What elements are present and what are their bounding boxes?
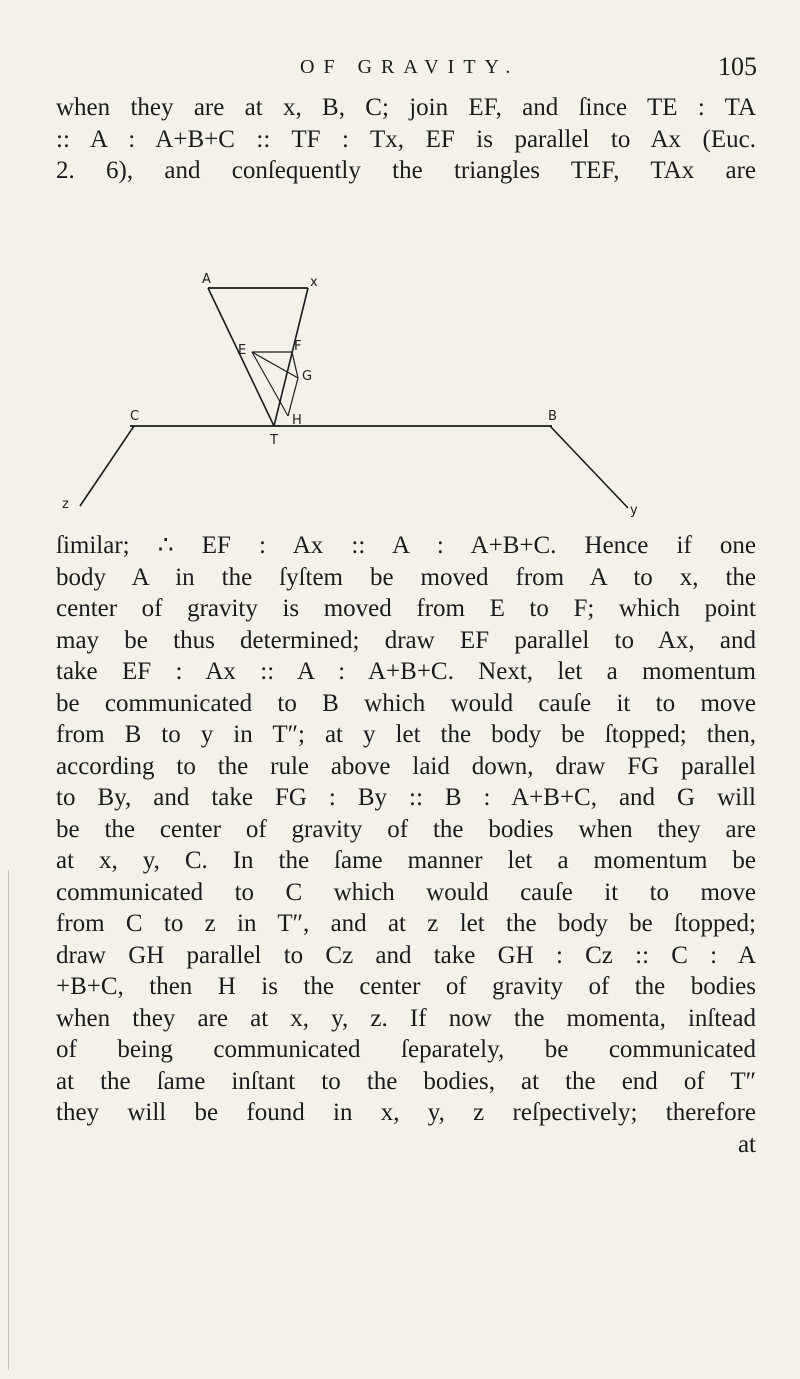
text-line: to By, and take FG : By :: B : A+B+C, and G will <box>56 784 756 811</box>
text-line: when they are at x, y, z. If now the momenta, inſtead <box>56 1004 756 1032</box>
line-By <box>550 426 628 508</box>
line-GH <box>288 378 298 416</box>
running-head: OF GRAVITY. <box>300 56 520 78</box>
text-line: +B+C, then H is the center of gravity of the bodies <box>56 973 756 1000</box>
label-F: F <box>294 339 302 354</box>
text-line: :: A : A+B+C :: TF : Tx, EF is parallel to Ax (Euc. <box>56 125 756 153</box>
text-line: center of gravity is moved from E to F; which point <box>56 595 756 622</box>
text-line: may be thus determined; draw EF parallel to Ax, and <box>56 626 756 654</box>
figure-diagram <box>30 268 770 530</box>
text-line: ſimilar; ∴ EF : Ax :: A : A+B+C. Hence if one <box>56 532 756 559</box>
label-C: C <box>130 409 140 424</box>
label-H: H <box>292 413 302 428</box>
main-paragraph <box>56 530 756 1160</box>
catchword: at <box>737 1130 756 1158</box>
text-line: according to the rule above laid down, draw FG parallel <box>56 752 756 780</box>
label-T: T <box>270 433 278 448</box>
text-line: at the ſame inſtant to the bodies, at the end of T″ <box>56 1067 756 1095</box>
text-line: at x, y, C. In the ſame manner let a momentum be <box>56 847 756 874</box>
text-line: 2. 6), and conſequently the triangles TEF, TAx are <box>56 157 756 184</box>
label-y: y <box>630 503 638 518</box>
text-line: of being communicated ſeparately, be communicated <box>56 1036 756 1063</box>
text-line: body A in the ſyſtem be moved from A to x, the <box>56 563 756 591</box>
text-line: from B to y in T″; at y let the body be ſtopped; then, <box>56 721 756 748</box>
text-line: draw GH parallel to Cz and take GH : Cz :: C : A <box>56 941 756 969</box>
text-line: be the center of gravity of the bodies when they are <box>56 815 756 843</box>
text-line: be communicated to B which would cauſe it to move <box>56 689 756 717</box>
label-G: G <box>302 369 313 384</box>
page-header <box>0 50 800 90</box>
text-line: when they are at x, B, C; join EF, and ſince TE : TA <box>56 94 756 121</box>
page-number: 105 <box>718 52 757 81</box>
label-x: x <box>310 275 318 290</box>
geometric-figure <box>30 268 770 530</box>
gutter-shadow <box>8 870 9 1370</box>
text-line: they will be found in x, y, z reſpectively; therefore <box>56 1099 756 1126</box>
text-line: communicated to C which would cauſe it to move <box>56 878 756 906</box>
label-A: A <box>202 272 211 287</box>
text-line: from C to z in T″, and at z let the body be ſtopped; <box>56 910 756 937</box>
label-E: E <box>238 343 247 358</box>
label-z: z <box>62 497 69 512</box>
line-Cz <box>80 426 134 506</box>
line-FG <box>292 352 298 378</box>
label-B: B <box>548 409 557 424</box>
text-line: take EF : Ax :: A : A+B+C. Next, let a momentum <box>56 658 756 685</box>
top-paragraph <box>56 92 756 187</box>
